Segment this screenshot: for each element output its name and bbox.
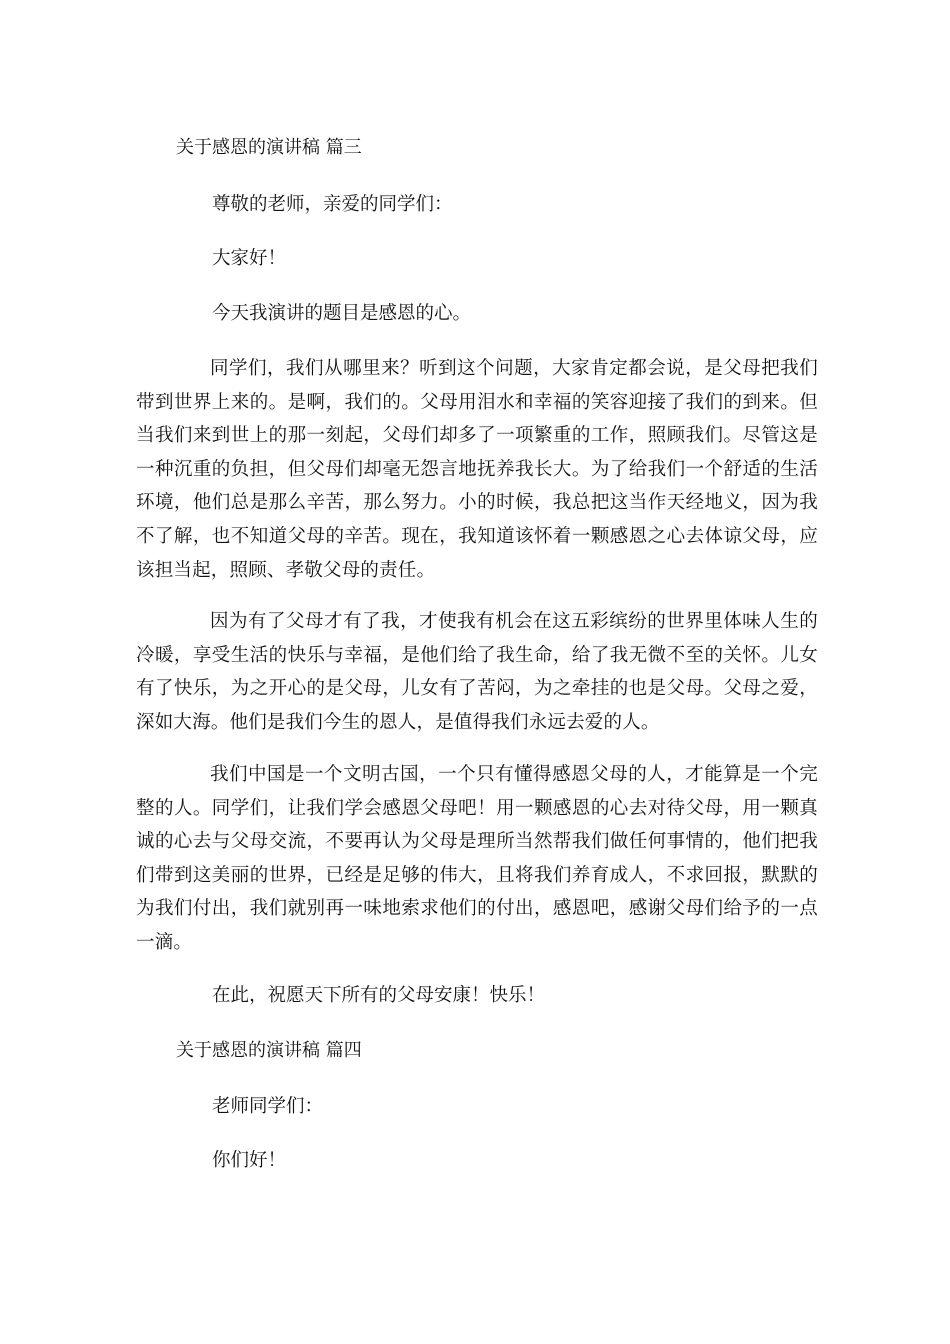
- hello-line: 大家好！: [212, 248, 287, 269]
- section-title-3: 关于感恩的演讲稿 篇三: [176, 137, 362, 158]
- hello-line-2: 你们好！: [212, 1150, 287, 1171]
- body-paragraph-1: 同学们，我们从哪里来？听到这个问题，大家肯定都会说，是父母把我们带到世界上来的。是啊，我们的。父母用泪水和幸福的笑容迎接了我们的到来。但当我们来到世上的那一刻起，父母们却多了一项繁重的工作，照顾我们。尽管这是一种沉重的负担，但父母们却毫无怨言地抚养我长大。为了给我们一个舒适的生活环境，他们总是那么辛苦，那么努力。小的时候，我总把这当作天经地义，因为我不了解，也不知道父母的辛苦。现在，我知道该怀着一颗感恩之心去体谅父母，应该担当起，照顾、孝敬父母的责任。: [136, 358, 818, 581]
- section-title-4: 关于感恩的演讲稿 篇四: [176, 1040, 362, 1061]
- greeting-line: 尊敬的老师，亲爱的同学们：: [212, 194, 453, 215]
- body-paragraph-2: 因为有了父母才有了我，才使我有机会在这五彩缤纷的世界里体味人生的冷暖，享受生活的快乐与幸福，是他们给了我生命，给了我无微不至的关怀。儿女有了快乐，为之开心的是父母，儿女有了苦闷，为之牵挂的也是父母。父母之爱，深如大海。他们是我们今生的恩人，是值得我们永远去爱的人。: [136, 611, 818, 733]
- body-paragraph-3: 我们中国是一个文明古国，一个只有懂得感恩父母的人，才能算是一个完整的人。同学们，让我们学会感恩父母吧！用一颗感恩的心去对待父母，用一颗真诚的心去与父母交流，不要再认为父母是理所当然帮我们做任何事情的，他们把我们带到这美丽的世界，已经是足够的伟大，且将我们养育成人，不求回报，默默的为我们付出，我们就别再一味地索求他们的付出，感恩吧，感谢父母们给予的一点一滴。: [136, 764, 818, 953]
- closing-line: 在此，祝愿天下所有的父母安康！快乐！: [212, 985, 546, 1006]
- topic-line: 今天我演讲的题目是感恩的心。: [212, 303, 472, 324]
- greeting-line-2: 老师同学们：: [212, 1096, 324, 1117]
